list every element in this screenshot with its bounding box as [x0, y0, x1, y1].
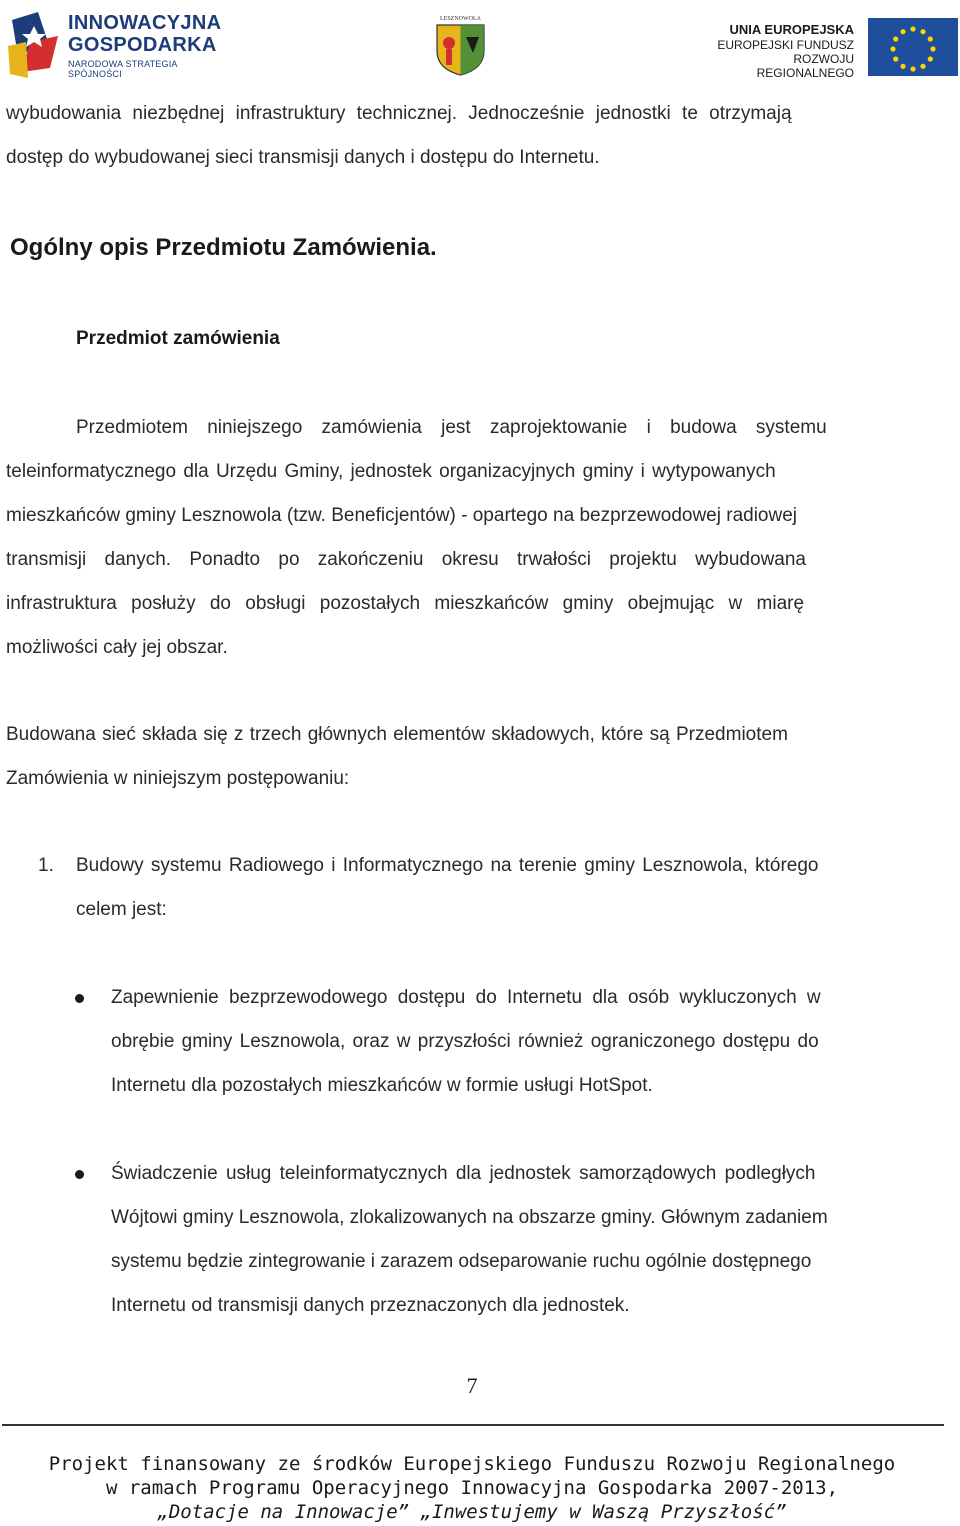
ig-logo-line2: GOSPODARKA	[68, 34, 217, 56]
footer-divider	[2, 1424, 944, 1426]
eu-logo-line1: UNIA EUROPEJSKA	[729, 22, 854, 37]
eu-logo-line2: EUROPEJSKI FUNDUSZ	[717, 38, 854, 52]
list-number: 1.	[38, 855, 54, 876]
page-footer	[0, 1452, 944, 1524]
text-line	[76, 898, 167, 922]
section-heading: Ogólny opis Przedmiotu Zamówienia.	[10, 234, 437, 261]
para1-line-6: możliwości cały jej obszar.	[6, 637, 228, 658]
eu-logo-line3: ROZWOJU REGIONALNEGO	[756, 52, 854, 80]
bullet2-line-1: Świadczenie usług teleinformatycznych dla jednostek samorządowych podległych	[111, 1163, 816, 1184]
bullet2-line-2: Wójtowi gminy Lesznowola, zlokalizowanych na obszarze gminy. Głównym zadaniem	[111, 1207, 828, 1228]
para1-line-4: transmisji danych. Ponadto po zakończeniu okresu trwałości projektu wybudowana	[6, 549, 806, 570]
para2-line-2: Zamówienia w niniejszym postępowaniu:	[6, 768, 350, 789]
subsection-heading: Przedmiot zamówienia	[76, 328, 280, 349]
para1-line-1: Przedmiotem niniejszego zamówienia jest zaprojektowanie i budowa systemu	[76, 417, 827, 438]
text-line	[6, 636, 228, 660]
text-line	[111, 1294, 630, 1318]
bullet1-line-1: Zapewnienie bezprzewodowego dostępu do Internetu dla osób wykluczonych w	[111, 987, 821, 1008]
lesznowola-crest	[433, 16, 488, 76]
eu-flag-icon	[868, 18, 958, 76]
text-line	[6, 723, 788, 747]
bullet1-line-3: Internetu dla pozostałych mieszkańców w formie usługi HotSpot.	[111, 1075, 653, 1096]
eu-fund-logo	[700, 18, 958, 80]
para1-line-2: teleinformatycznego dla Urzędu Gminy, jednostek organizacyjnych gminy i wytypowanych	[6, 461, 776, 482]
para2-line-1: Budowana sieć składa się z trzech głównych elementów składowych, które są Przedmiotem	[6, 724, 788, 745]
bullet1-line-2: obrębie gminy Lesznowola, oraz w przyszłości również ograniczonego dostępu do	[111, 1031, 819, 1052]
ig-logo-line3: NARODOWA STRATEGIA SPÓJNOŚCI	[68, 59, 178, 79]
text-line	[111, 1206, 828, 1230]
text-line	[111, 986, 821, 1010]
page-number: 7	[466, 1373, 478, 1398]
text-line	[6, 767, 349, 791]
ig-emblem-icon	[8, 12, 64, 80]
innowacyjna-gospodarka-logo	[8, 12, 228, 80]
text-line	[6, 548, 806, 572]
page-header	[0, 0, 960, 92]
bullet2-line-3: systemu będzie zintegrowanie i zarazem odseparowanie ruchu ogólnie dostępnego	[111, 1251, 812, 1272]
text-line	[6, 504, 797, 528]
intro-line-2: dostęp do wybudowanej sieci transmisji danych i dostępu do Internetu.	[6, 147, 600, 168]
text-line	[76, 854, 819, 878]
footer-line-1: Projekt finansowany ze środków Europejskiego Funduszu Rozwoju Regionalnego	[48, 1453, 896, 1475]
text-line	[111, 1250, 811, 1274]
text-line	[111, 1074, 653, 1098]
numbered-line-1: Budowy systemu Radiowego i Informatycznego na terenie gminy Lesznowola, którego	[76, 855, 819, 876]
bullet2-line-4: Internetu od transmisji danych przeznaczonych dla jednostek.	[111, 1295, 630, 1316]
crest-shield-icon	[433, 23, 488, 77]
bullet-icon	[75, 994, 84, 1003]
text-line	[6, 460, 776, 484]
ig-logo-line1: INNOWACYJNA	[68, 12, 222, 34]
intro-line-1: wybudowania niezbędnej infrastruktury technicznej. Jednocześnie jednostki te otrzymają	[6, 103, 792, 124]
text-line	[6, 592, 804, 616]
numbered-line-2: celem jest:	[76, 899, 167, 920]
crest-label: LESZNOWOLA	[440, 16, 481, 22]
para1-line-3: mieszkańców gminy Lesznowola (tzw. Beneficjentów) - opartego na bezprzewodowej radiowej	[6, 505, 798, 526]
footer-line-2: w ramach Programu Operacyjnego Innowacyjna Gospodarka 2007-2013,	[105, 1477, 839, 1499]
text-line	[111, 1162, 815, 1186]
bullet-icon	[75, 1170, 84, 1179]
footer-line-3: „Dotacje na Innowacje” „Inwestujemy w Waszą Przyszłość”	[157, 1501, 787, 1523]
text-line	[111, 1030, 819, 1054]
para1-line-5: infrastruktura posłuży do obsługi pozostałych mieszkańców gminy obejmując w miarę	[6, 593, 805, 614]
text-line	[6, 146, 600, 170]
text-line	[76, 416, 827, 440]
text-line	[6, 102, 941, 126]
